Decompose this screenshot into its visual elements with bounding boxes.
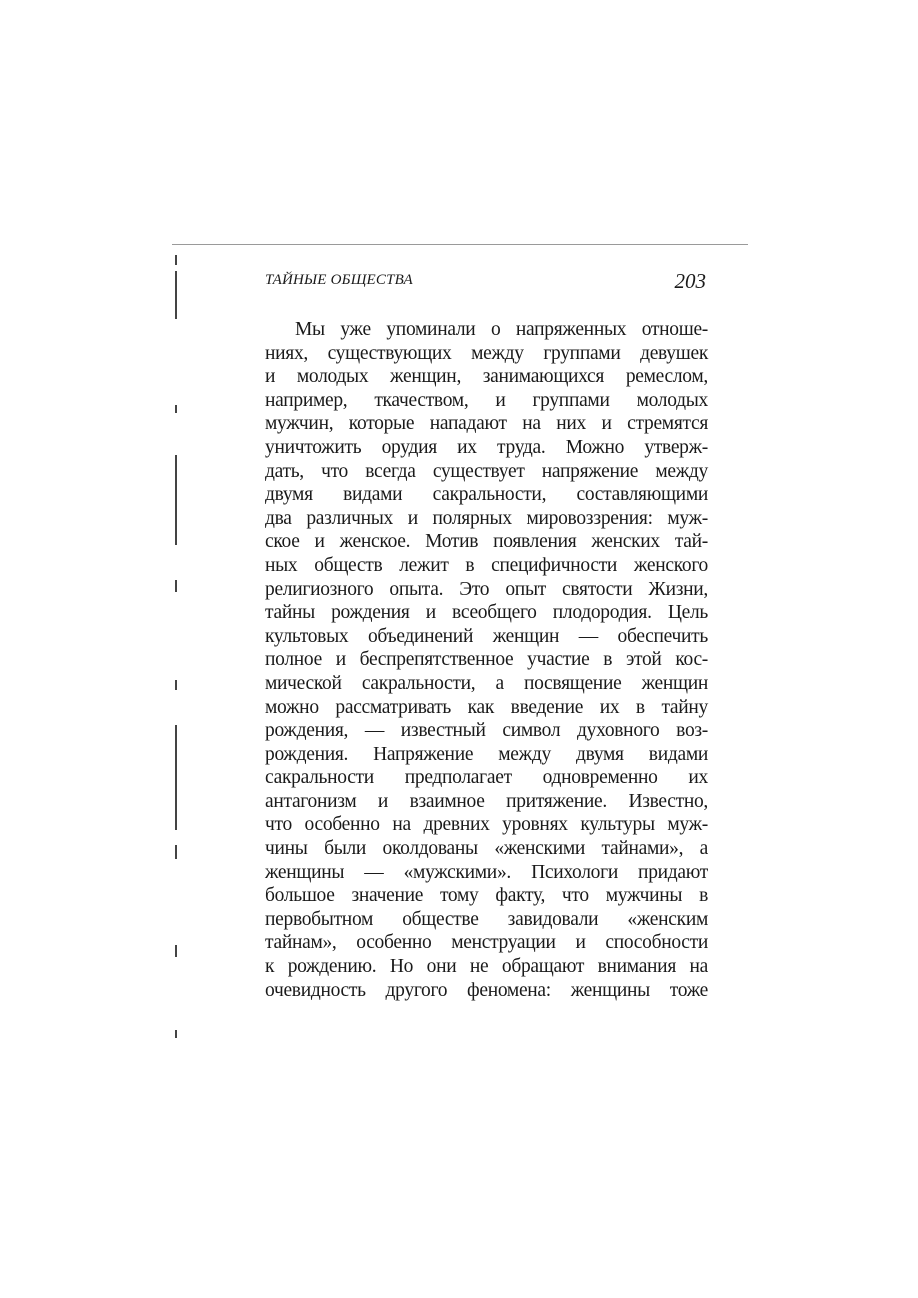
text-line: двумя видами сакральности, составляющими — [265, 484, 708, 506]
text-line: мической сакральности, а посвящение женщин — [265, 672, 708, 694]
text-line: религиозного опыта. Это опыт святости Жизни, — [265, 578, 708, 600]
text-line: женщины — «мужскими». Психологи придают — [265, 861, 708, 883]
text-line: тайны рождения и всеобщего плодородия. Цель — [265, 602, 708, 624]
text-line: культовых объединений женщин — обеспечить — [265, 625, 708, 647]
text-line: рождения. Напряжение между двумя видами — [265, 743, 708, 765]
text-line: Мы уже упоминали о напряженных отноше- — [295, 319, 708, 340]
text-line: ское и женское. Мотив появления женских тай- — [265, 531, 708, 553]
text-line: полное и беспрепятственное участие в этой кос- — [265, 649, 708, 671]
text-line: и молодых женщин, занимающихся ремеслом, — [265, 366, 708, 388]
text-line: можно рассматривать как введение их в тайну — [265, 696, 708, 718]
text-line: например, ткачеством, и группами молодых — [265, 389, 708, 411]
text-line: к рождению. Но они не обращают внимания на — [265, 956, 708, 978]
text-line: рождения, — известный символ духовного воз- — [265, 720, 708, 742]
text-line: ниях, существующих между группами девушек — [265, 342, 708, 364]
text-line: ных обществ лежит в специфичности женского — [265, 554, 708, 576]
text-line: большое значение тому факту, что мужчины в — [265, 885, 708, 907]
text-line: чины были околдованы «женскими тайнами», а — [265, 838, 708, 860]
binding-margin-marks — [170, 255, 182, 1055]
text-line: мужчин, которые нападают на них и стремятся — [265, 413, 708, 435]
text-line: что особенно на древних уровнях культуры муж- — [265, 814, 708, 836]
text-line: первобытном обществе завидовали «женским — [265, 908, 708, 930]
body-paragraph — [265, 318, 708, 1002]
top-rule — [172, 244, 748, 245]
text-line: тайнам», особенно менструации и способности — [265, 932, 708, 954]
text-line: сакральности предполагает одновременно их — [265, 767, 708, 789]
text-line: очевидность другого феномена: женщины тоже — [265, 979, 708, 1001]
text-line: два различных и полярных мировоззрения: муж- — [265, 507, 708, 529]
text-line: уничтожить орудия их труда. Можно утверж- — [265, 436, 708, 458]
running-head: ТАЙНЫЕ ОБЩЕСТВА — [265, 272, 413, 288]
text-line: дать, что всегда существует напряжение между — [265, 460, 708, 482]
text-line: антагонизм и взаимное притяжение. Известно, — [265, 790, 708, 812]
page-number: 203 — [674, 269, 706, 293]
